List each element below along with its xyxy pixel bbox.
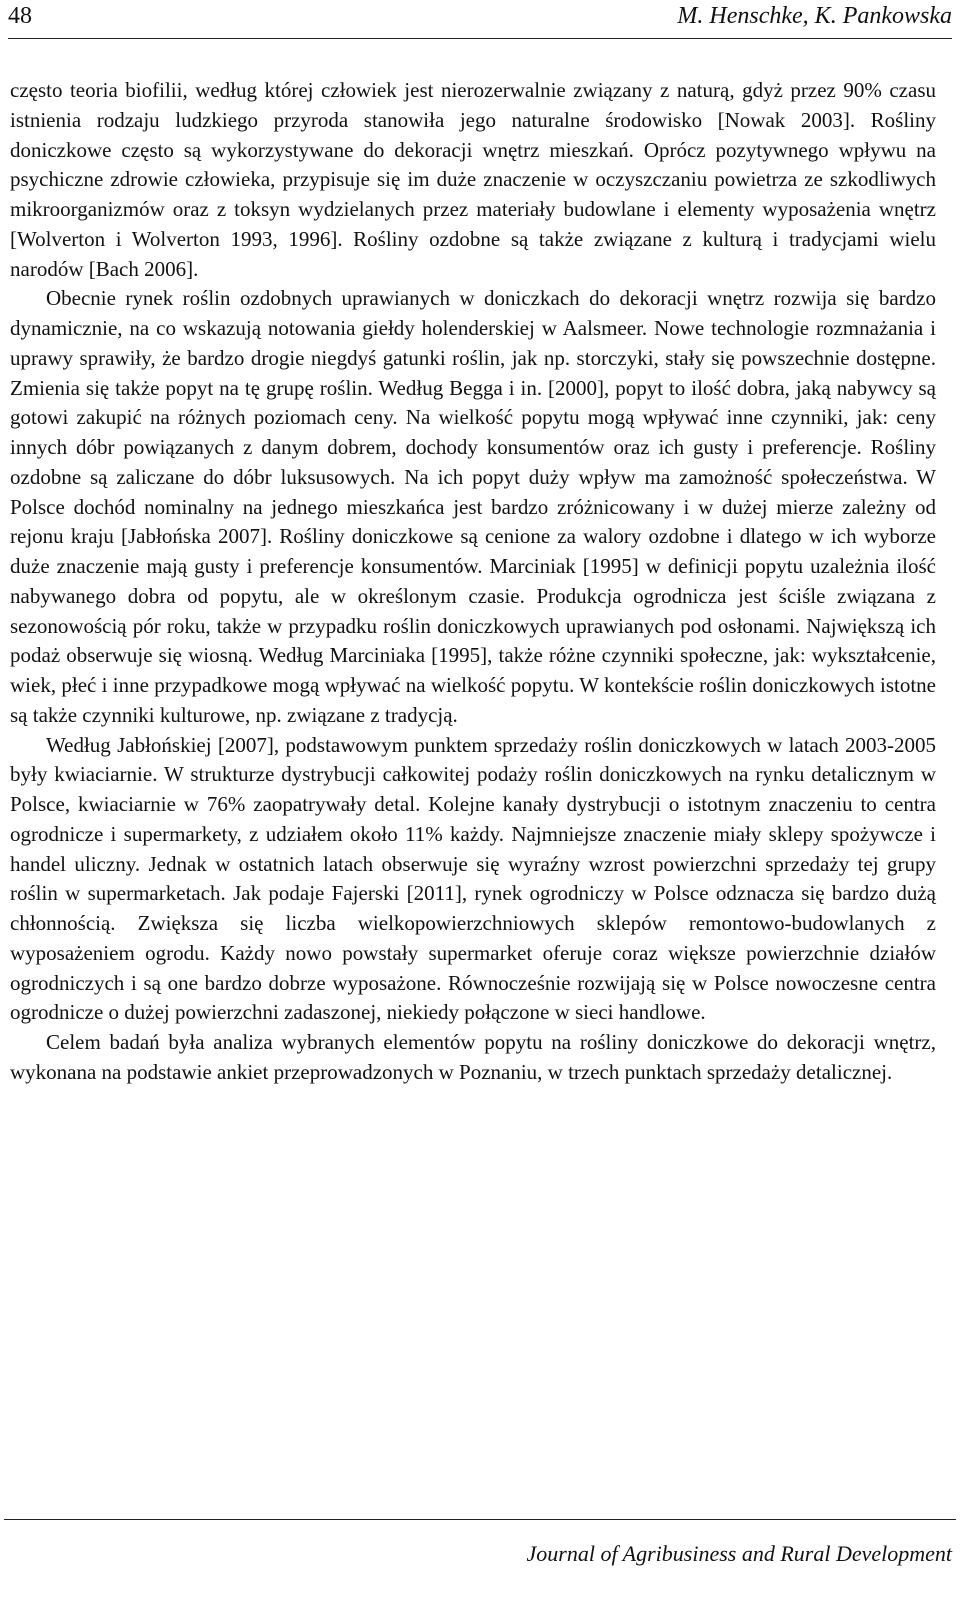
running-head-authors: M. Henschke, K. Pankowska: [677, 3, 952, 29]
journal-name: Journal of Agribusiness and Rural Development: [526, 1541, 952, 1566]
page-number: 48: [8, 3, 32, 29]
body-paragraph-1: często teoria biofilii, według której człowiek jest nierozerwalnie związany z naturą, gdyż przez 90% czasu istnienia rodzaju ludzkiego przyroda stanowiła jego naturalne środowisko [Nowak 2003]. Rośliny doniczkowe często są wykorzystywane do dekoracji wnętrz mieszkań. Oprócz pozytywnego wpływu na psychiczne zdrowie człowieka, przypisuje się im duże znaczenie w oczyszczaniu powietrza ze szkodliwych mikroorganizmów oraz z toksyn wydzielanych przez materiały budowlane i elementy wyposażenia wnętrz [Wolverton i Wolverton 1993, 1996]. Rośliny ozdobne są także związane z kulturą i tradycjami wielu narodów [Bach 2006].: [10, 78, 936, 281]
page-footer: [4, 1519, 956, 1615]
page-header: [8, 0, 952, 39]
body-paragraph-4: Celem badań była analiza wybranych elementów popytu na rośliny doniczkowe do dekoracji wnętrz, wykonana na podstawie ankiet przeprowadzonych w Poznaniu, w trzech punktach sprzedaży detalicznej.: [10, 1030, 936, 1084]
article-body: [10, 76, 936, 1088]
body-paragraph-3: Według Jabłońskiej [2007], podstawowym punktem sprzedaży roślin doniczkowych w latach 2003-2005 były kwiaciarnie. W strukturze dystrybucji całkowitej podaży roślin doniczkowych na rynku detalicznym w Polsce, kwiaciarnie w 76% zaopatrywały detal. Kolejne kanały dystrybucji o istotnym znaczeniu to centra ogrodnicze i supermarkety, z udziałem około 11% każdy. Najmniejsze znaczenie miały sklepy spożywcze i handel uliczny. Jednak w ostatnich latach obserwuje się wyraźny wzrost powierzchni sprzedaży tej grupy roślin w supermarketach. Jak podaje Fajerski [2011], rynek ogrodniczy w Polsce odznacza się bardzo dużą chłonnością. Zwiększa się liczba wielkopowierzchniowych sklepów remontowo-budowlanych z wyposażeniem ogrodu. Każdy nowo powstały supermarket oferuje coraz większe powierzchnie działów ogrodniczych i są one bardzo dobrze wyposażone. Równocześnie rozwijają się w Polsce nowoczesne centra ogrodnicze o dużej powierzchni zadaszonej, niekiedy połączone w sieci handlowe.: [10, 732, 936, 1025]
body-paragraph-2: Obecnie rynek roślin ozdobnych uprawianych w doniczkach do dekoracji wnętrz rozwija się bardzo dynamicznie, na co wskazują notowania giełdy holenderskiej w Aalsmeer. Nowe technologie rozmnażania i uprawy sprawiły, że bardzo drogie niegdyś gatunki roślin, jak np. storczyki, stały się powszechnie dostępne. Zmienia się także popyt na tę grupę roślin. Według Begga i in. [2000], popyt to ilość dobra, jaką nabywcy są gotowi zakupić na różnych poziomach ceny. Na wielkość popytu mogą wpływać inne czynniki, jak: ceny innych dóbr powiązanych z danym dobrem, dochody konsumentów oraz ich gusty i preferencje. Rośliny ozdobne są zaliczane do dóbr luksusowych. Na ich popyt duży wpływ ma zamożność społeczeństwa. W Polsce dochód nominalny na jednego mieszkańca jest bardzo zróżnicowany i w dużej mierze zależny od rejonu kraju [Jabłońska 2007]. Rośliny doniczkowe są cenione za walory ozdobne i dlatego w ich wyborze duże znaczenie mają gusty i preferencje konsumentów. Marciniak [1995] w definicji popytu uzależnia ilość nabywanego dobra od popytu, ale w określonym czasie. Produkcja ogrodnicza jest ściśle związana z sezonowością pór roku, także w przypadku roślin doniczkowych uprawianych pod osłonami. Największą ich podaż obserwuje się wiosną. Według Marciniaka [1995], także różne czynniki społeczne, jak: wykształcenie, wiek, płeć i inne przypadkowe mogą wpływać na wielkość popytu. W kontekście roślin doniczkowych istotne są także czynniki kulturowe, np. związane z tradycją.: [10, 286, 936, 727]
